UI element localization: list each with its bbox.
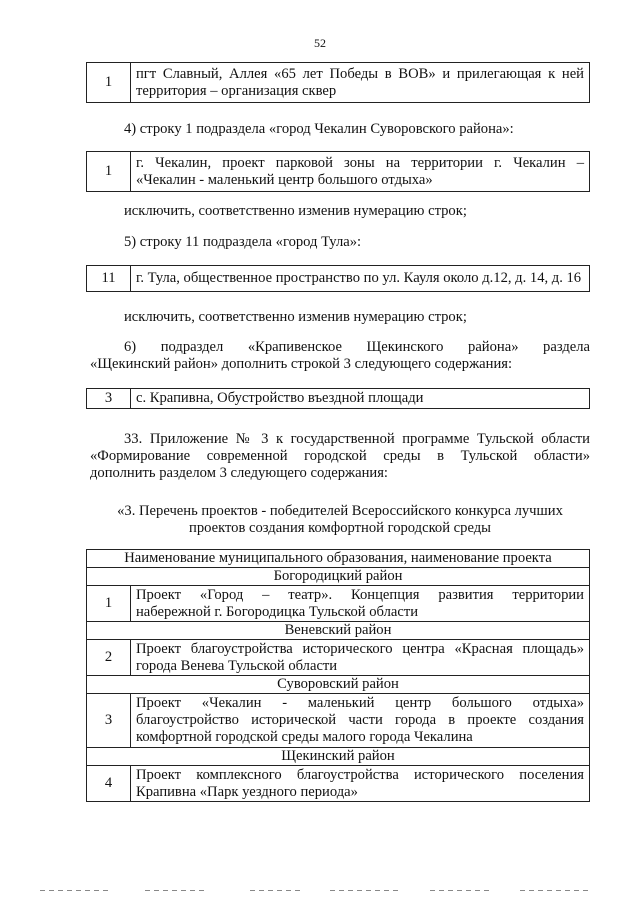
scan-artifact-line [40,890,110,891]
paragraph-6 [90,339,590,373]
section-title-line: «3. Перечень проектов - победителей Всероссийского конкурса лучших [117,503,563,519]
scan-artifact-line [520,890,590,891]
row-text-line: пгт Славный, Аллея «65 лет Победы в ВОВ» и прилегающая к ней [136,65,584,82]
project-line: Крапивна «Парк уездного периода» [136,783,358,800]
project-line: Проект «Город – театр». Концепция развития территории [136,586,584,603]
paragraph-33-line: «Формирование современной городской среды в Тульской области» [90,448,590,464]
scan-artifact-line [250,890,300,891]
district-row: Щекинский район [87,748,590,766]
row-table-chekalin [86,151,590,192]
paragraph-6-line: «Щекинский район» дополнить строкой 3 следующего содержания: [90,356,513,372]
project-line: Проект «Чекалин - маленький центр большого отдыха» [136,695,584,711]
project-number: 1 [87,586,131,622]
project-text [131,694,590,748]
row-number: 1 [87,152,131,192]
project-number: 3 [87,694,131,748]
row-text: с. Крапивна, Обустройство въездной площади [131,389,590,409]
row-number: 3 [87,389,131,409]
project-line: комфортной городской среды малого города Чекалина [136,729,473,745]
paragraph-4: 4) строку 1 подраздела «город Чекалин Суворовского района»: [124,121,514,137]
table-header: Наименование муниципального образования, наименование проекта [87,550,590,568]
scan-artifact-line [330,890,400,891]
exclude-paragraph-2: исключить, соответственно изменив нумерацию строк; [124,309,467,325]
row-text [131,63,590,103]
paragraph-5: 5) строку 11 подраздела «город Тула»: [124,234,362,250]
row-number: 1 [87,63,131,103]
scan-artifact-line [145,890,205,891]
district-row: Веневский район [87,622,590,640]
project-number: 4 [87,766,131,802]
district-row: Суворовский район [87,676,590,694]
project-text [131,586,590,622]
page-number: 52 [314,36,326,50]
project-text [131,766,590,802]
paragraph-6-line: 6) подраздел «Крапивенское Щекинского района» раздела [124,339,590,355]
row-table-tula [86,265,590,292]
project-line: набережной г. Богородицка Тульской области [136,603,419,620]
project-text [131,640,590,676]
row-text-line: территория – организация сквер [136,82,337,99]
project-line: Проект комплексного благоустройства исторического поселения [136,766,584,783]
row-table-krapivna [86,388,590,409]
project-number: 2 [87,640,131,676]
project-line: города Венева Тульской области [136,657,338,674]
paragraph-33 [90,431,590,482]
project-line: благоустройство исторической части города в проекте создания [136,712,584,728]
scan-artifact-line [430,890,490,891]
row-text-line: «Чекалин - маленький центр большого отдыха» [136,171,433,188]
row-text [131,152,590,192]
project-line: Проект благоустройства исторического центра «Красная площадь» [136,640,584,657]
section-title [90,503,590,537]
row-table-slavny [86,62,590,103]
paragraph-33-line: дополнить разделом 3 следующего содержания: [90,465,388,481]
row-text: г. Тула, общественное пространство по ул. Кауля около д.12, д. 14, д. 16 [131,266,590,292]
district-row: Богородицкий район [87,568,590,586]
exclude-paragraph-1: исключить, соответственно изменив нумерацию строк; [124,203,467,219]
row-number: 11 [87,266,131,292]
row-text-line: г. Чекалин, проект парковой зоны на территории г. Чекалин – [136,154,584,171]
projects-table [86,549,590,802]
section-title-line: проектов создания комфортной городской среды [189,520,491,536]
paragraph-33-line: 33. Приложение № 3 к государственной программе Тульской области [124,431,590,447]
